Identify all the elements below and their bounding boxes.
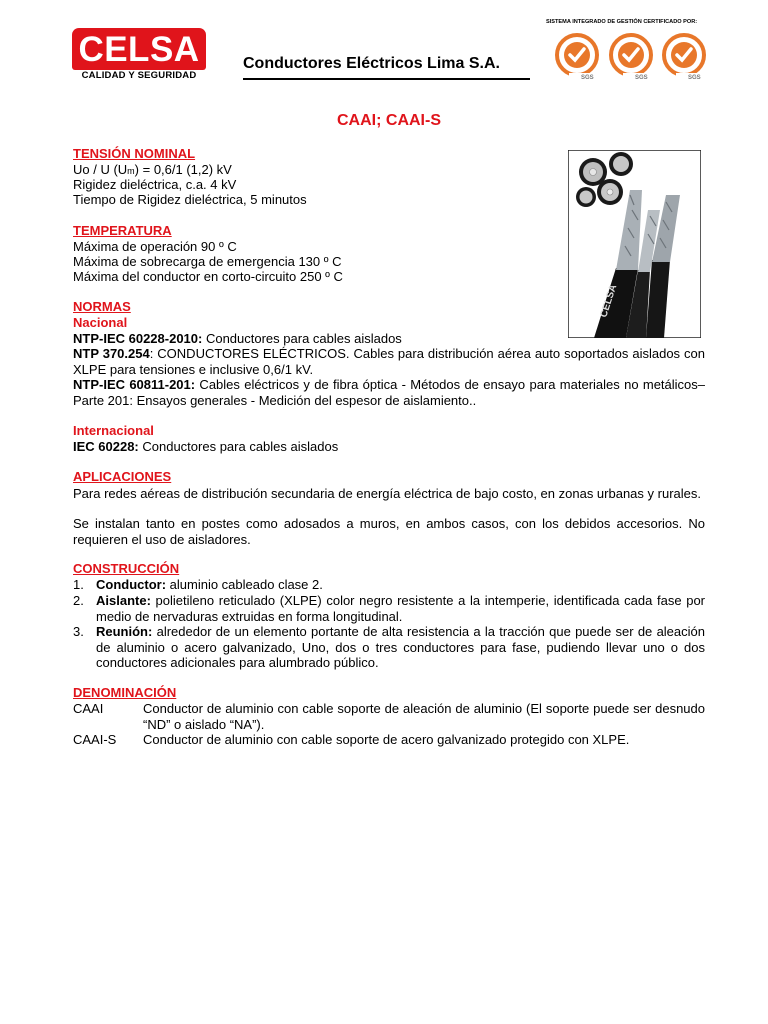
applications-paragraph: Para redes aéreas de distribución secundaria de energía eléctrica de bajo costo, en zonas urbanas y rurales. — [73, 486, 701, 501]
construction-label: Reunión: — [96, 624, 153, 639]
norm-text: : CONDUCTORES ELÉCTRICOS. Cables para distribución aérea auto soportados aislados con XLPE para tensiones e inclusive 0,6/1 kV. — [73, 346, 705, 377]
construction-text: alrededor de un elemento portante de alta resistencia a la tracción que puede ser de aleación de aluminio o acero galvanizado, Uno, dos o tres conductores para fase, pudiendo llevar uno o dos conductores adicionales para alumbrado público. — [96, 624, 705, 670]
iso-14001-seal — [607, 33, 655, 81]
temperature-line: Máxima de operación 90 º C — [73, 239, 237, 254]
cable-photo — [568, 150, 701, 338]
section-heading-denominacion: DENOMINACIÓN — [73, 685, 177, 700]
list-number: 1. — [73, 577, 84, 592]
construction-item — [96, 624, 705, 671]
list-number: 3. — [73, 624, 84, 639]
construction-label: Aislante: — [96, 593, 151, 608]
construction-text: aluminio cableado clase 2. — [166, 577, 323, 592]
designation-definition: Conductor de aluminio con cable soporte de aleación de aluminio (El soporte puede ser desnudo “ND” o aislado “NA”). — [143, 701, 705, 732]
svg-text:SGS: SGS — [635, 75, 648, 81]
company-name: Conductores Eléctricos Lima S.A. — [243, 55, 500, 72]
tension-subscript: m — [127, 166, 135, 176]
section-heading-construccion: CONSTRUCCIÓN — [73, 561, 180, 576]
norm-text: Conductores para cables aislados — [138, 439, 339, 454]
norm-entry — [73, 377, 705, 408]
construction-label: Conductor: — [96, 577, 167, 592]
section-heading-aplicaciones: APLICACIONES — [73, 469, 172, 484]
applications-paragraph: Se instalan tanto en postes como adosados a muros, en ambos casos, con los debidos accesorios. No requieren el uso de aisladores. — [73, 516, 705, 547]
iso-9001-seal — [553, 33, 601, 81]
section-heading-temperatura: TEMPERATURA — [73, 223, 172, 238]
section-heading-tension: TENSIÓN NOMINAL — [73, 146, 196, 161]
ohsas-18001-seal — [660, 33, 708, 81]
designation-term: CAAI-S — [73, 732, 117, 747]
svg-text:SGS: SGS — [581, 75, 594, 81]
certification-caption: SISTEMA INTEGRADO DE GESTIÓN CERTIFICADO POR: — [546, 19, 698, 25]
tension-line-1-b: ) = 0,6/1 (1,2) kV — [134, 162, 232, 177]
logo-tagline: CALIDAD Y SEGURIDAD — [81, 70, 197, 81]
list-number: 2. — [73, 593, 84, 608]
norm-text: Conductores para cables aislados — [202, 331, 402, 346]
temperature-line: Máxima de sobrecarga de emergencia 130 º C — [73, 254, 342, 269]
norm-code: NTP-IEC 60228-2010: — [73, 331, 203, 346]
celsa-logo — [72, 28, 206, 84]
construction-item — [96, 593, 705, 624]
norm-entry — [73, 331, 402, 347]
tension-line-3: Tiempo de Rigidez dieléctrica, 5 minutos — [73, 192, 307, 207]
norm-code: IEC 60228: — [73, 439, 139, 454]
designation-definition: Conductor de aluminio con cable soporte de acero galvanizado protegido con XLPE. — [143, 732, 630, 747]
document-title: CAAI; CAAI-S — [337, 112, 441, 129]
svg-text:SGS: SGS — [688, 75, 701, 81]
tension-line-1-a: Uo / U (U — [73, 162, 128, 177]
svg-text:CELSA: CELSA — [598, 283, 620, 319]
section-heading-normas: NORMAS — [73, 299, 131, 314]
norm-entry — [73, 346, 705, 377]
norm-code: NTP-IEC 60811-201: — [73, 377, 196, 392]
construction-text: polietileno reticulado (XLPE) color negro resistente a la intemperie, identificada cada fase por medio de nervaduras extruidas en forma longitudinal. — [96, 593, 705, 624]
tension-line-2: Rigidez dieléctrica, c.a. 4 kV — [73, 177, 237, 192]
construction-item — [96, 577, 705, 593]
norm-entry — [73, 439, 338, 455]
norm-text: Cables eléctricos y de fibra óptica - Métodos de ensayo para materiales no metálicos– Parte 201: Ensayos generales - Medición del espesor de aislamiento.. — [73, 377, 705, 408]
header-rule — [243, 78, 530, 80]
temperature-line: Máxima del conductor en corto-circuito 250 º C — [73, 269, 343, 284]
logo-wordmark: CELSA — [78, 30, 200, 69]
norm-code: NTP 370.254 — [73, 346, 150, 361]
designation-term: CAAI — [73, 701, 104, 716]
subheading-nacional: Nacional — [73, 315, 128, 330]
subheading-internacional: Internacional — [73, 423, 154, 438]
